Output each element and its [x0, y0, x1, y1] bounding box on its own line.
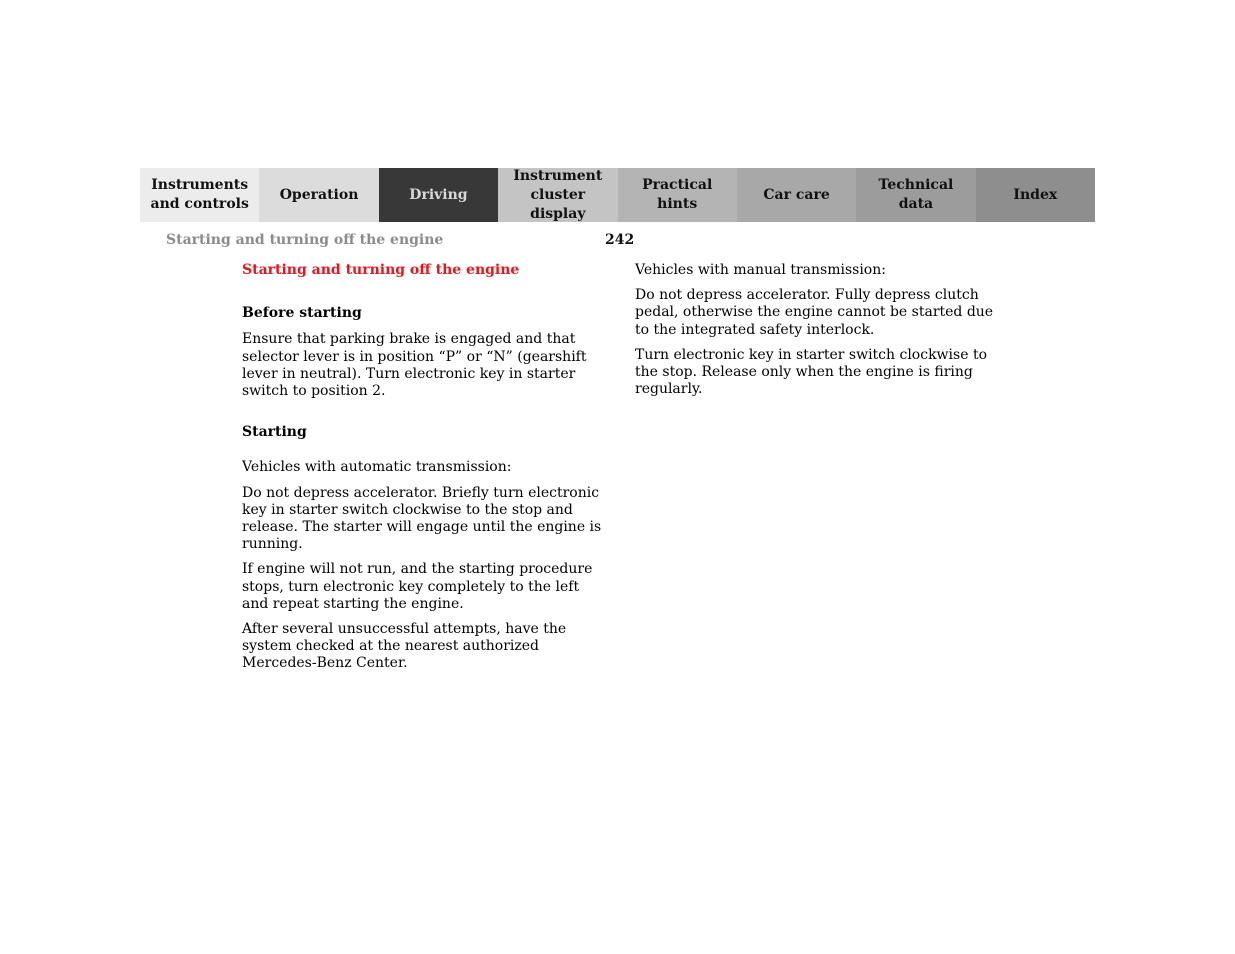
- section-nav: [140, 168, 1095, 222]
- left-column: [242, 262, 602, 681]
- starting-heading: Starting: [242, 424, 307, 441]
- starting-paragraph: If engine will not run, and the starting procedure stops, turn electronic key completely to the left and repeat starting the engine.: [242, 561, 593, 612]
- tab-technical-data[interactable]: Technical data: [856, 168, 975, 222]
- right-column: [635, 262, 995, 406]
- tab-driving[interactable]: Driving: [379, 168, 498, 222]
- tab-practical-hints[interactable]: Practical hints: [618, 168, 737, 222]
- tab-car-care[interactable]: Car care: [737, 168, 856, 222]
- tab-instruments-and-controls[interactable]: Instruments and controls: [140, 168, 259, 222]
- manual-transmission-paragraph: Do not depress accelerator. Fully depress clutch pedal, otherwise the engine cannot be started due to the integrated safety interlock.: [635, 287, 994, 338]
- before-starting-heading: Before starting: [242, 305, 362, 322]
- section-title: Starting and turning off the engine: [242, 262, 520, 278]
- starting-paragraph: Do not depress accelerator. Briefly turn electronic key in starter switch clockwise to the stop and release. The starter will engage until the engine is running.: [242, 484, 602, 553]
- before-starting-text: Ensure that parking brake is engaged and that selector lever is in position “P” or “N” (gearshift lever in neutral). Turn electronic key in starter switch to position 2.: [242, 331, 587, 400]
- manual-transmission-paragraph: Turn electronic key in starter switch clockwise to the stop. Release only when the engine is firing regularly.: [635, 346, 987, 398]
- tab-instrument-cluster-display[interactable]: Instrument cluster display: [498, 168, 617, 222]
- tab-index[interactable]: Index: [976, 168, 1095, 222]
- page-number: 242: [605, 232, 635, 248]
- tab-operation[interactable]: Operation: [259, 168, 378, 222]
- starting-paragraph: After several unsuccessful attempts, have the system checked at the nearest authorized Mercedes-Benz Center.: [242, 621, 567, 672]
- starting-paragraph: Vehicles with automatic transmission:: [242, 459, 512, 476]
- running-head: Starting and turning off the engine: [166, 232, 444, 248]
- manual-transmission-paragraph: Vehicles with manual transmission:: [635, 262, 886, 278]
